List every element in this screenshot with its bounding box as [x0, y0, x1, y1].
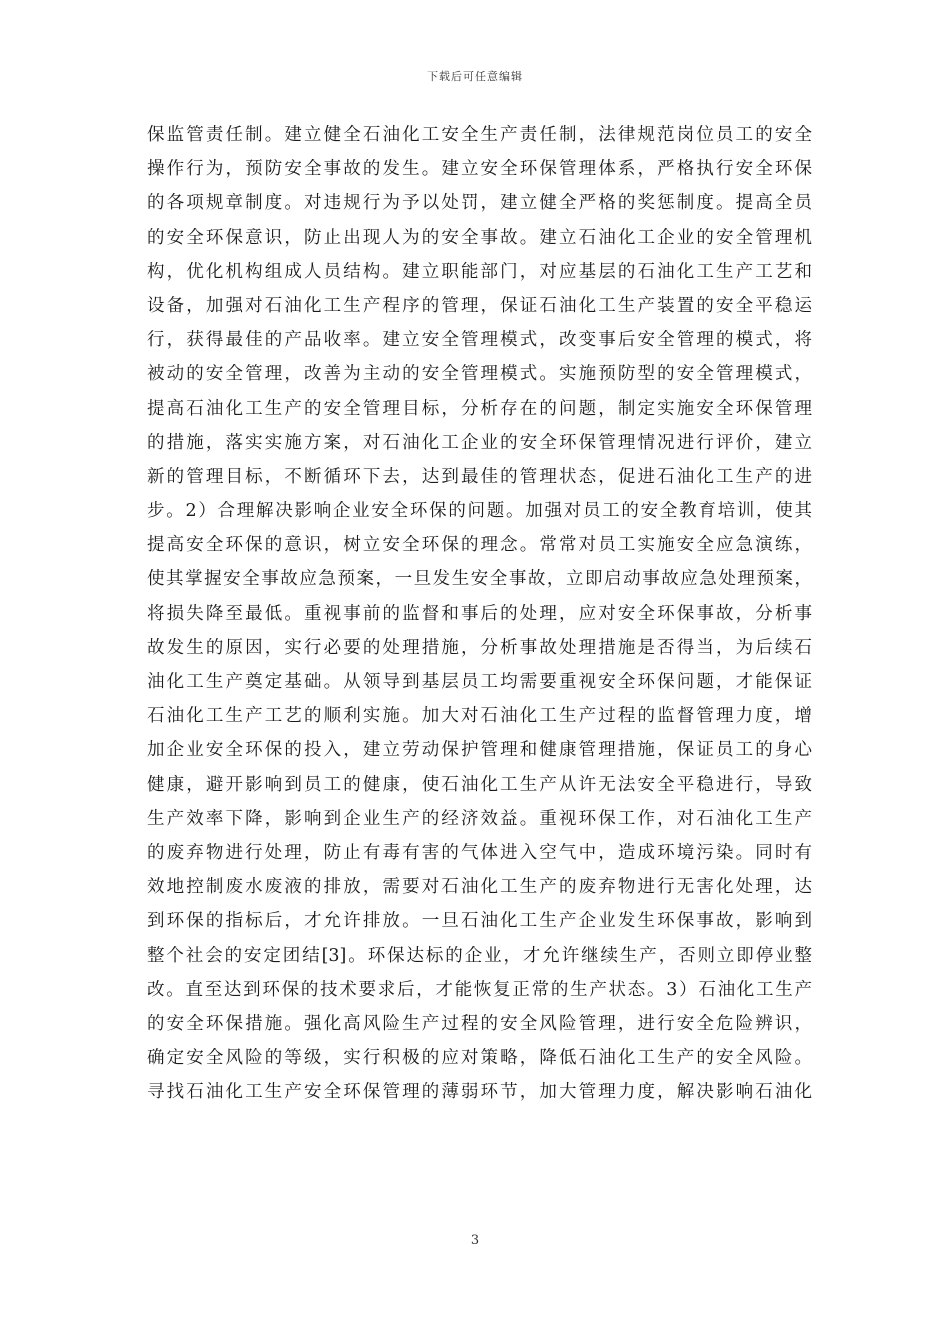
text-line: 新的管理目标，不断循环下去，达到最佳的管理状态，促进石油化工生产的进 — [147, 466, 812, 487]
text-line: 提高石油化工生产的安全管理目标，分析存在的问题，制定实施安全环保管理 — [147, 398, 812, 419]
text-line: 油化工生产奠定基础。从领导到基层员工均需要重视安全环保问题，才能保证 — [147, 672, 812, 692]
text-line: 保监管责任制。建立健全石油化工安全生产责任制，法律规范岗位员工的安全 — [147, 125, 812, 145]
text-line: 行，获得最佳的产品收率。建立安全管理模式，改变事后安全管理的模式，将 — [147, 330, 812, 351]
text-line: 操作行为，预防安全事故的发生。建立安全环保管理体系，严格执行安全环保 — [147, 159, 812, 180]
text-line: 石油化工生产工艺的顺利实施。加大对石油化工生产过程的监督管理力度，增 — [147, 706, 812, 727]
text-line: 的各项规章制度。对违规行为予以处罚，建立健全严格的奖惩制度。提高全员 — [147, 193, 812, 214]
text-line: 寻找石油化工生产安全环保管理的薄弱环节，加大管理力度，解决影响石油化 — [147, 1082, 812, 1103]
text-line: 改。直至达到环保的技术要求后，才能恢复正常的生产状态。3）石油化工生产 — [147, 979, 812, 1000]
text-line: 生产效率下降，影响到企业生产的经济效益。重视环保工作，对石油化工生产 — [147, 808, 812, 829]
text-line: 的安全环保意识，防止出现人为的安全事故。建立石油化工企业的安全管理机 — [147, 227, 812, 248]
text-line: 提高安全环保的意识，树立安全环保的理念。常常对员工实施安全应急演练， — [147, 535, 812, 556]
text-line: 的废弃物进行处理，防止有毒有害的气体进入空气中，造成环境污染。同时有 — [147, 842, 812, 863]
text-line: 到环保的指标后，才允许排放。一旦石油化工生产企业发生环保事故，影响到 — [147, 911, 812, 932]
text-line: 健康，避开影响到员工的健康，使石油化工生产从许无法安全平稳进行，导致 — [147, 774, 812, 795]
text-line: 效地控制废水废液的排放，需要对石油化工生产的废弃物进行无害化处理，达 — [147, 877, 812, 898]
text-line: 的措施，落实实施方案，对石油化工企业的安全环保管理情况进行评价，建立 — [147, 432, 812, 453]
text-line: 构，优化机构组成人员结构。建立职能部门，对应基层的石油化工生产工艺和 — [147, 261, 812, 282]
body-text — [147, 118, 812, 1109]
text-line: 步。2）合理解决影响企业安全环保的问题。加强对员工的安全教育培训，使其 — [147, 501, 812, 522]
text-line: 将损失降至最低。重视事前的监督和事后的处理，应对安全环保事故，分析事 — [147, 603, 812, 624]
text-line: 故发生的原因，实行必要的处理措施，分析事故处理措施是否得当，为后续石 — [147, 637, 812, 658]
text-line: 整个社会的安定团结[3]。环保达标的企业，才允许继续生产，否则立即停业整 — [147, 945, 812, 966]
page-number: 3 — [470, 1233, 480, 1248]
text-line: 被动的安全管理，改善为主动的安全管理模式。实施预防型的安全管理模式， — [147, 364, 812, 385]
text-line: 设备，加强对石油化工生产程序的管理，保证石油化工生产装置的安全平稳运 — [147, 295, 812, 316]
text-line: 确定安全风险的等级，实行积极的应对策略，降低石油化工生产的安全风险。 — [147, 1048, 812, 1069]
text-line: 使其掌握安全事故应急预案，一旦发生安全事故，立即启动事故应急处理预案， — [147, 569, 812, 590]
page-header: 下载后可任意编辑 — [427, 70, 523, 83]
text-line: 的安全环保措施。强化高风险生产过程的安全风险管理，进行安全危险辨识， — [147, 1013, 812, 1034]
text-line: 加企业安全环保的投入，建立劳动保护管理和健康管理措施，保证员工的身心 — [147, 740, 812, 761]
